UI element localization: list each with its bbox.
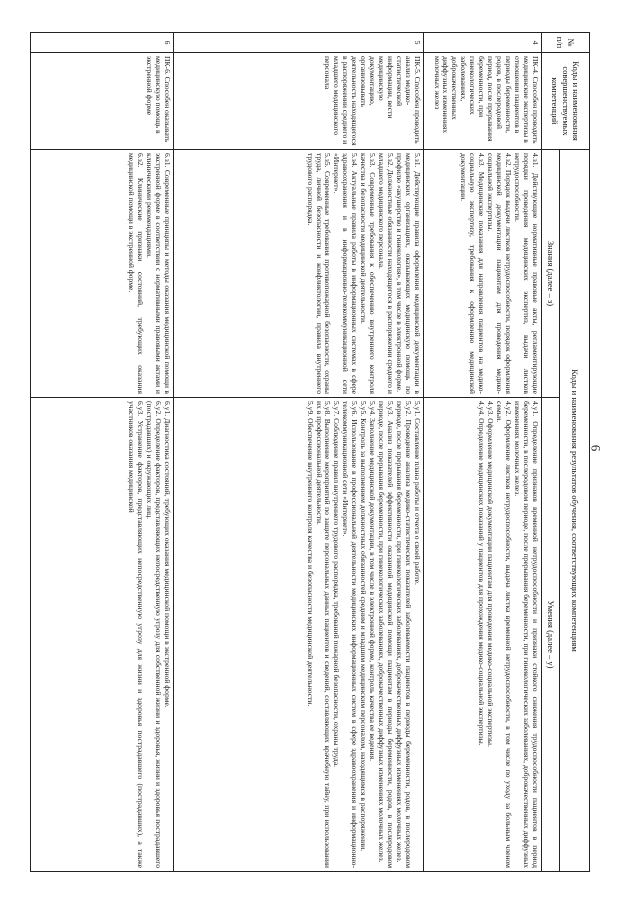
skill-item: 5.у7. Соблюдение правил внутреннего трудового распорядка, требований пожарной безопасности, охраны труда. <box>332 401 342 768</box>
knowledge-item: 5.з3. Современные требования к обеспечению внутреннего контроля качества и безопасности медицинской деятельности. <box>359 153 378 394</box>
table-row <box>174 33 424 872</box>
skill-item: 6.у2. Определение факторов, представляющих непосредственную угрозу для собственной жизни и здоровья, жизни и здоровья пострадавшего (пострадавших) и окружающих лиц. <box>145 401 164 868</box>
skill-item: 5.у1. Составление плана работы и отчета о своей работе. <box>413 401 422 585</box>
skill-item: 5.у8. Выполнение мероприятий по защите персональных данных пациентов и сведений, составляющих врачебную тайну, при использовании их в профессиональной деятельности. <box>314 401 333 868</box>
knowledge-item: 4.з1. Действующие нормативные правовые акты, регламентирующие порядки проведения медицинских экспертиз, выдачи листков нетрудоспособности. <box>513 153 540 394</box>
skill-cell <box>424 398 542 872</box>
competency-cell: ПК-5. Способен проводить анализ медико-статистической информации, вести медицинскую документацию, организовывать деятельность находящегося в распоряжении среднего и младшего медицинского персонала <box>174 53 424 150</box>
skill-item: 5.у3. Анализ показателей эффективности оказанной медицинской помощи пациентам в периоды беременности, родов, в послеродовом периоде, после прерывания беременности, при гинекологических заболеваниях, доброкачественных диффузных изменениях молочных желез. <box>377 401 396 868</box>
skill-item: 4.у4. Определение медицинских показаний у пациентов для прохождения медико-социальной экспертизы. <box>477 401 487 746</box>
skill-cell <box>174 398 424 872</box>
skill-cell <box>31 398 174 872</box>
skill-item: 4.у2. Оформление листков нетрудоспособности, выдача листка временной нетрудоспособности, в том числе по уходу за больным членом семьи. <box>495 401 514 868</box>
knowledge-item: 6.з2. Клинические признаки состояний, требующих оказания медицинской помощи в экстренной форме. <box>127 153 146 394</box>
skill-item: 6.у3. Устранение факторов, представляющих непосредственную угрозу для жизни и здоровья пострадавшего (пострадавших), а также участников оказания медицинской <box>127 401 146 868</box>
table-row <box>424 33 542 872</box>
page-number: 6 <box>588 444 604 452</box>
header-num: № п/п <box>542 33 590 53</box>
table-row <box>31 33 174 872</box>
knowledge-cell <box>31 150 174 398</box>
knowledge-item: 4.з2. Порядок выдачи листков нетрудоспособности, порядок оформления медицинской документации пациентам для проведения медико-социальной экспертизы. <box>486 153 514 394</box>
knowledge-item: 6.з1. Современные принципы и методы оказания медицинской помощи в экстренной форме в соответствии с нормативными правовыми актами и клиническими рекомендациями. <box>145 153 172 394</box>
skill-item: 4.у3. Оформление медицинской документации пациентам для проведения медико-социальной экспертизы. <box>486 401 496 747</box>
competency-cell: ПК-4. Способен проводить медицинские экспертизы в отношении пациентов в периоды беременности, родов, в послеродовой период, после прерывания беременности, при гинекологических заболеваниях, доброкачественных диффузных изменениях молочных желез <box>424 53 542 150</box>
competency-cell: ПК-6. Способен оказывать медицинскую помощь в экстренной форме <box>31 53 174 150</box>
skill-item: 4.у1. Определение признаков временной нетрудоспособности и признаки стойкого снижения трудоспособности пациентов в период беременности, в послеродовом периоде, после прерывания беременности, при гинекологических заболеваниях, доброкачественных диффузных изменениях молочных желез. <box>513 401 540 868</box>
skill-item: 6.у1. Диагностика состояний, требующих оказания медицинской помощи в экстренной форме. <box>163 401 172 708</box>
row-number: 6 <box>31 33 174 53</box>
knowledge-item: 5.з1. Действующие правила оформления медицинской документации в медицинских организациях, оказывающих медицинскую помощь по профилю «акушерство и гинекология», в том числе в электронной форме. <box>395 153 422 394</box>
row-number: 5 <box>174 33 424 53</box>
header-skills: Умения (далее – у) <box>542 398 560 872</box>
knowledge-item: 4.з3. Медицинские показания для направления пациентов на медико-социальную экспертизу, требования к оформлению медицинской документации. <box>459 153 487 394</box>
row-number: 4 <box>424 33 542 53</box>
knowledge-item: 5.з5. Современные требования противопожарной безопасности, охраны труда, личной безопасности и конфликтологии, правила внутреннего трудового распорядка. <box>305 153 333 394</box>
skill-item: 5.у4. Заполнение медицинской документации, в том числе в электронной форме, контроль качества ее ведения. <box>368 401 378 761</box>
knowledge-cell <box>174 150 424 398</box>
knowledge-cell <box>424 150 542 398</box>
skill-item: 5.у2. Проведение анализа медико-статистических показателей заболеваемости пациентов в периоды беременности, родов, в послеродовом периоде, после прерывания беременности, при гинекологических заболеваниях, доброкачественных диффузных изменениях молочных желез. <box>395 401 414 868</box>
skill-item: 5.у6. Использование в профессиональной деятельности медицинских информационных систем в сфере здравоохранения и информационно-телекоммуникационной сети «Интернет». <box>341 401 360 868</box>
competency-table-sheet <box>30 32 590 872</box>
knowledge-item: 5.з2. Должностные обязанности находящегося в распоряжении среднего и младшего медицинского персонала. <box>377 153 396 394</box>
skill-item: 5.у5. Контроль за выполнением должностных обязанностей средним и младшим медицинским персоналом, находящимся в распоряжении. <box>359 401 369 852</box>
competency-table <box>30 32 590 872</box>
header-knowledge: Знания (далее – з) <box>542 150 560 398</box>
skill-item: 5.у9. Обеспечение внутреннего контроля качества и безопасности медицинской деятельности. <box>305 401 315 707</box>
knowledge-item: 5.з4. Актуальные правила работы в информационных системах в сфере здравоохранения и в информационно-телекоммуникационной сети «Интернет». <box>332 153 360 394</box>
header-competency: Коды и наименования совершенствуемых компетенций <box>542 53 590 150</box>
header-results: Коды и наименования результатов обучения, соответствующих компетенциям <box>560 150 590 872</box>
